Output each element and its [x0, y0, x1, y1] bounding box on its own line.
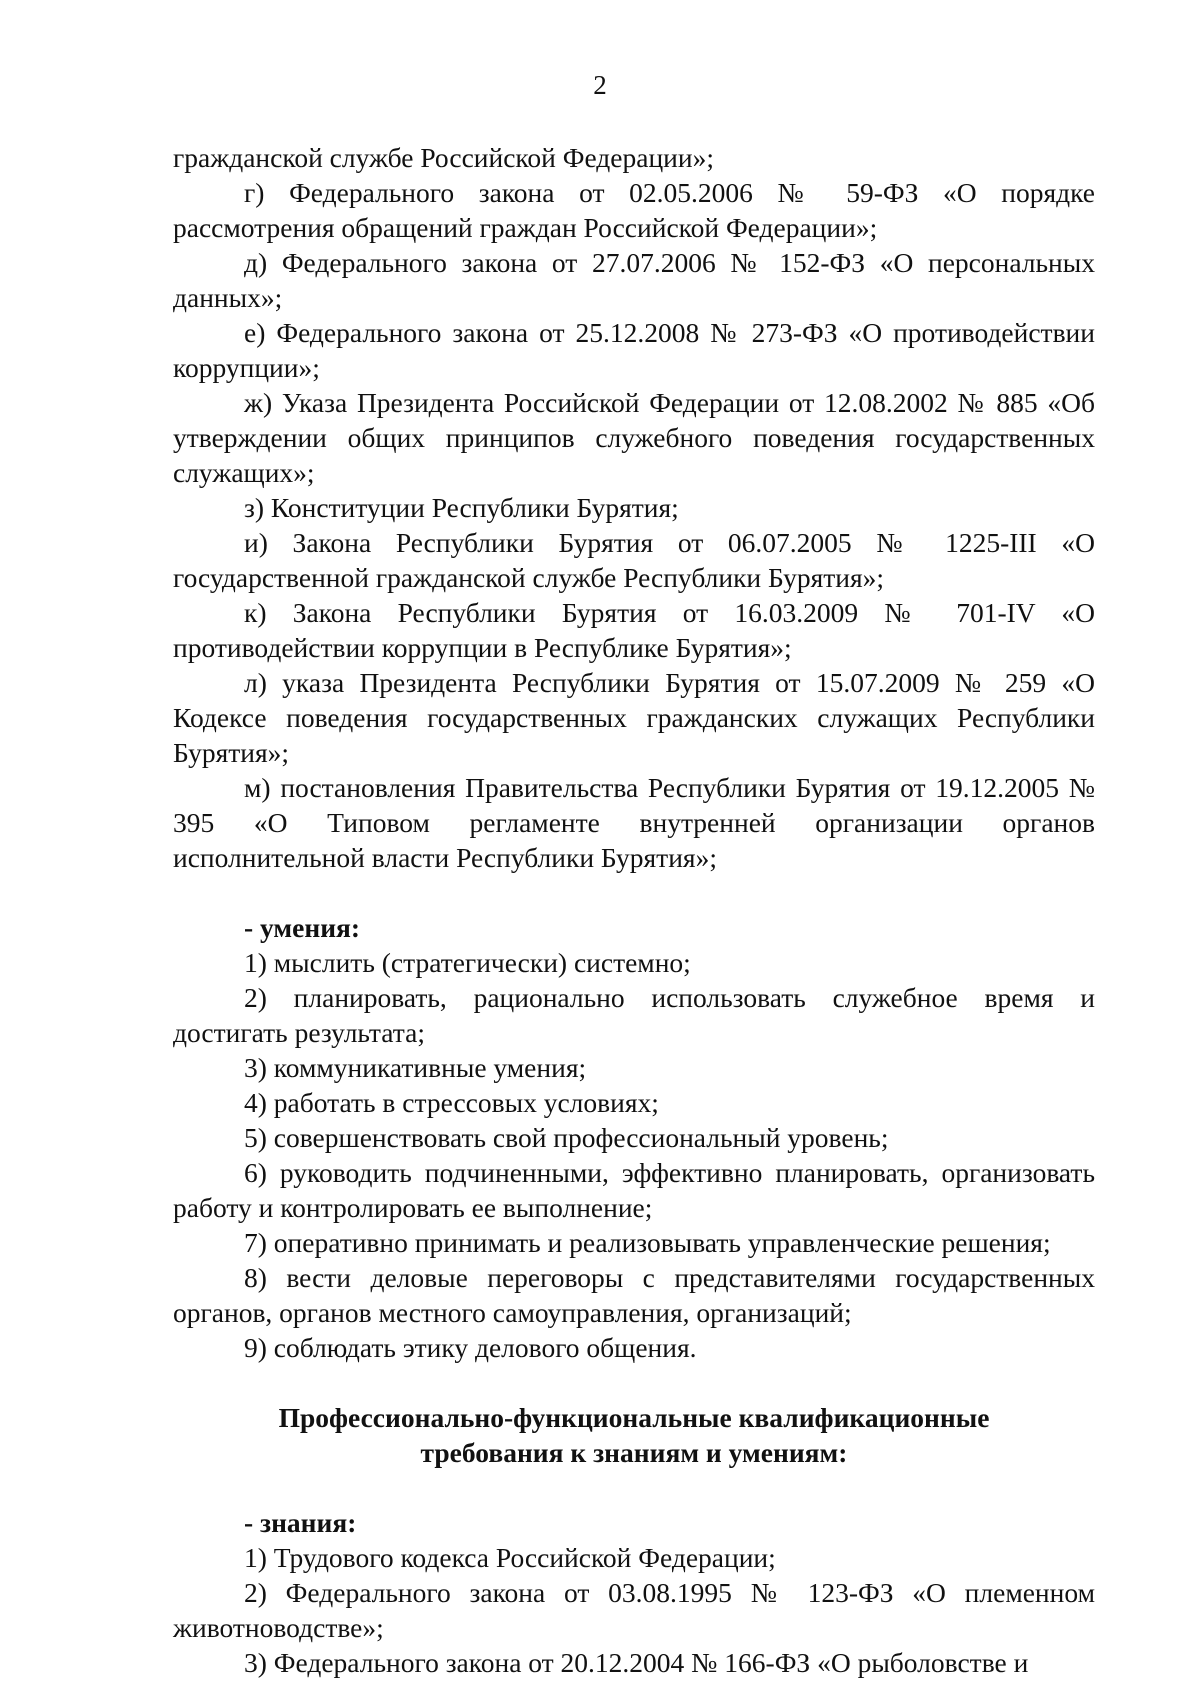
- list-item: 1) мыслить (стратегически) системно;: [244, 947, 691, 978]
- knowledge-list: [173, 1540, 1095, 1680]
- skills-heading: - умения:: [244, 912, 361, 943]
- list-item: м) постановления Правительства Республики Бурятия от 19.12.2005 № 395 «О Типовом регламенте внутренней организации органов исполнительной власти Республики Бурятия»;: [173, 772, 1095, 873]
- list-item: 7) оперативно принимать и реализовывать управленческие решения;: [244, 1227, 1051, 1258]
- knowledge-heading: - знания:: [244, 1507, 357, 1538]
- list-item: 9) соблюдать этику делового общения.: [244, 1332, 697, 1363]
- list-item: 3) коммуникативные умения;: [244, 1052, 587, 1083]
- list-item: г) Федерального закона от 02.05.2006 № 59-ФЗ «О порядке рассмотрения обращений граждан Российской Федерации»;: [173, 177, 1095, 243]
- page-number: 2: [593, 70, 607, 100]
- list-item: л) указа Президента Республики Бурятия от 15.07.2009 № 259 «О Кодексе поведения государственных гражданских служащих Республики Бурятия»;: [173, 667, 1095, 768]
- list-item: 1) Трудового кодекса Российской Федерации;: [244, 1542, 776, 1573]
- skills-list: [173, 945, 1095, 1365]
- document-body: [173, 140, 1095, 1680]
- list-item: е) Федерального закона от 25.12.2008 № 273-ФЗ «О противодействии коррупции»;: [173, 317, 1095, 383]
- list-item: з) Конституции Республики Бурятия;: [244, 492, 679, 523]
- list-item: 2) планировать, рационально использовать служебное время и достигать результата;: [173, 982, 1095, 1048]
- list-item: гражданской службе Российской Федерации»;: [173, 142, 714, 173]
- section-heading-line-1: Профессионально-функциональные квалификационные: [278, 1402, 990, 1433]
- list-item: ж) Указа Президента Российской Федерации от 12.08.2002 № 885 «Об утверждении общих принципов служебного поведения государственных служащих»;: [173, 387, 1095, 488]
- list-item: 5) совершенствовать свой профессиональный уровень;: [244, 1122, 889, 1153]
- list-item: д) Федерального закона от 27.07.2006 № 152-ФЗ «О персональных данных»;: [173, 247, 1095, 313]
- list-item: и) Закона Республики Бурятия от 06.07.2005 № 1225-III «О государственной гражданской службе Республики Бурятия»;: [173, 527, 1095, 593]
- list-item: 6) руководить подчиненными, эффективно планировать, организовать работу и контролировать ее выполнение;: [173, 1157, 1095, 1223]
- list-item: 2) Федерального закона от 03.08.1995 № 123-ФЗ «О племенном животноводстве»;: [173, 1577, 1095, 1643]
- list-item: 8) вести деловые переговоры с представителями государственных органов, органов местного самоуправления, организаций;: [173, 1262, 1095, 1328]
- legal-acts-list: [173, 140, 1095, 875]
- list-item: 3) Федерального закона от 20.12.2004 № 166-ФЗ «О рыболовстве и: [244, 1647, 1029, 1678]
- list-item: к) Закона Республики Бурятия от 16.03.2009 № 701-IV «О противодействии коррупции в Республике Бурятия»;: [173, 597, 1095, 663]
- list-item: 4) работать в стрессовых условиях;: [244, 1087, 659, 1118]
- section-heading-line-2: требования к знаниям и умениям:: [420, 1437, 848, 1468]
